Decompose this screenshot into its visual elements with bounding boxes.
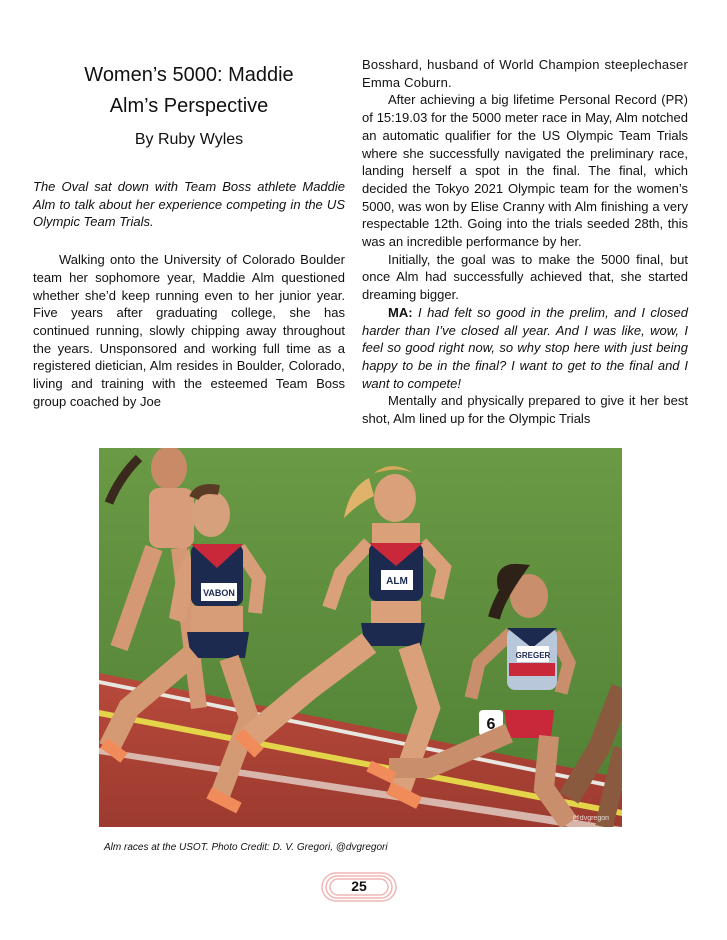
title-line-1: Women’s 5000: Maddie	[84, 64, 294, 86]
bib-vabon: VABON	[203, 588, 235, 598]
byline: By Ruby Wyles	[134, 131, 244, 148]
page-number-badge	[321, 872, 397, 902]
race-photo	[99, 448, 622, 827]
title-line-2: Alm’s Perspective	[109, 95, 269, 117]
body-paragraph-2: After achieving a big lifetime Personal Record (PR) of 15:19.03 for the 5000 meter race in May, Alm notched an automatic qualifier for the US Olympic Team Trials where she successfully navigated the preliminary race, landing herself a spot in the final. The final, which decided the Tokyo 2021 Olympic team for the women’s 5000, was won by Elise Cranny with Alm finishing a very respectable 12th. Going into the trials seeded 28th, this was an incredible performance by her.	[362, 92, 688, 250]
body-paragraph-1-continued: Bosshard, husband of World Champion steeplechaser Emma Coburn.	[362, 57, 688, 90]
bib-alm: ALM	[386, 576, 408, 587]
race-photo-illustration	[99, 448, 622, 827]
bib-number-6: 6	[486, 716, 496, 733]
quote-text: I had felt so good in the prelim, and I closed harder than I’ve closed all year. And I was like, wow, I feel so good right now, so why stop here with just being happy to be in the final? I want to get to the final and I want to compete!	[362, 304, 688, 391]
right-column	[362, 56, 688, 428]
quote-speaker-label: MA:	[388, 304, 413, 320]
quote-paragraph	[362, 304, 688, 393]
bib-greger: GREGER	[515, 651, 551, 660]
body-paragraph-3: Initially, the goal was to make the 5000 final, but once Alm had successfully achieved that, she started dreaming bigger.	[362, 251, 688, 303]
body-paragraph-1: Walking onto the University of Colorado Boulder team her sophomore year, Maddie Alm questioned whether she’d keep running even to her junior year. Five years after graduating college, she has continued running, slowly chipping away throughout the years. Unsponsored and working full time as a registered dietician, Alm resides in Boulder, Colorado, living and training with the esteemed Team Boss group coached by Joe	[33, 252, 345, 409]
page-number: 25	[351, 878, 367, 894]
photo-watermark: @dvgregori	[572, 815, 609, 822]
photo-caption: Alm races at the USOT. Photo Credit: D. V. Gregori, @dvgregori	[104, 842, 388, 853]
left-column	[33, 60, 345, 410]
intro-paragraph: The Oval sat down with Team Boss athlete Maddie Alm to talk about her experience competing in the US Olympic Team Trials.	[33, 179, 345, 230]
article-title	[33, 60, 345, 122]
body-paragraph-4: Mentally and physically prepared to give it her best shot, Alm lined up for the Olympic Trials	[362, 393, 688, 427]
